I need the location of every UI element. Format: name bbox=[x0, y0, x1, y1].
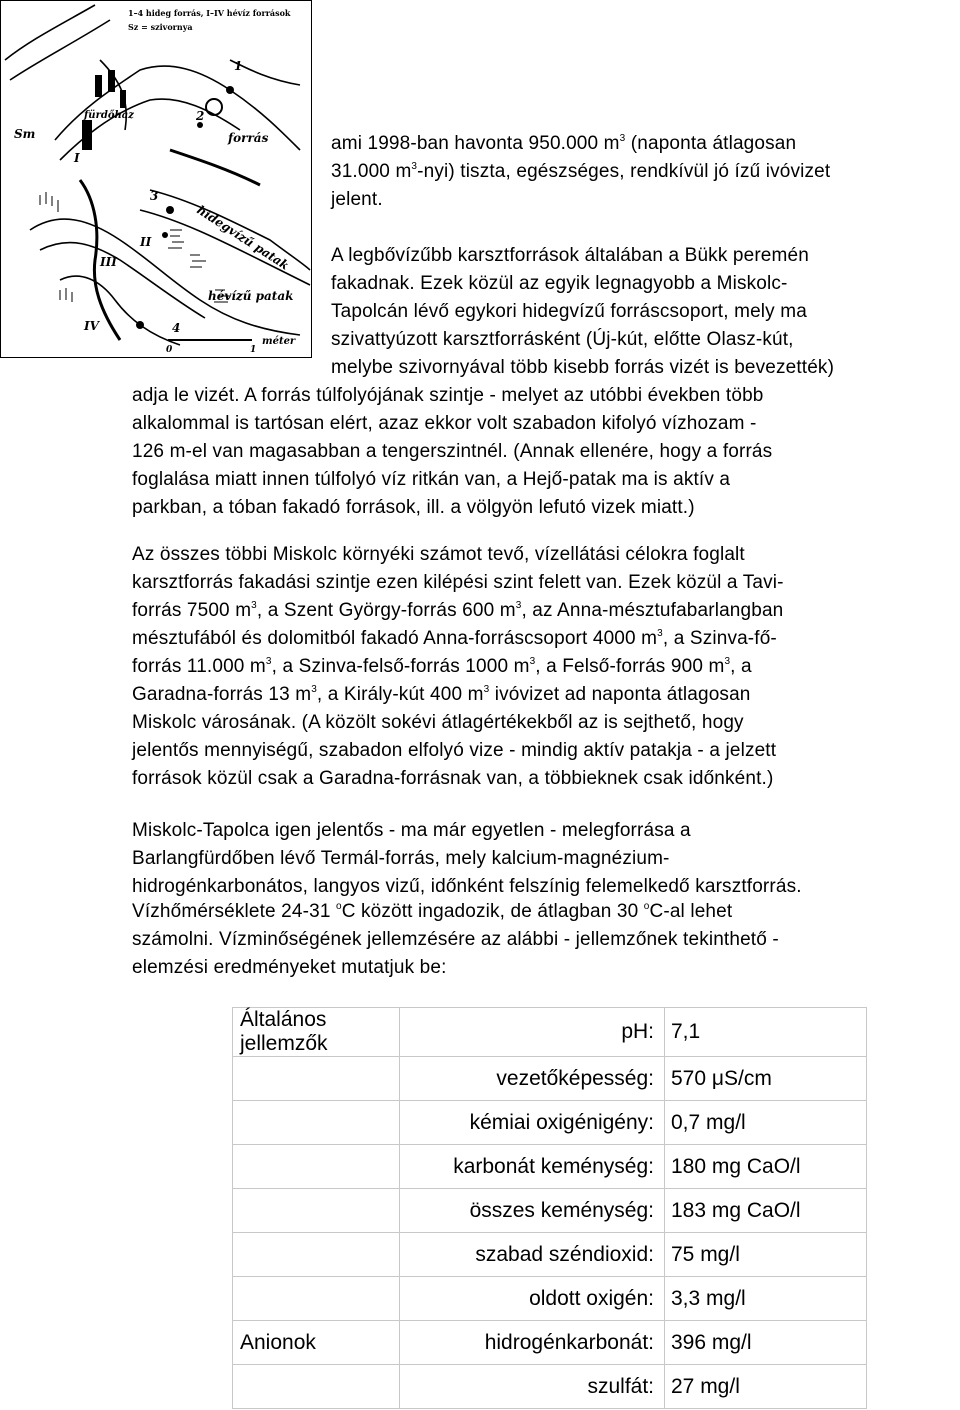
paragraph-line: Vízhőmérséklete 24-31 $^o$C között ingadozik, de átlagban 30 $^o$C-al lehet bbox=[132, 901, 733, 922]
map-label-hevizu-patak: hévízű patak bbox=[208, 289, 294, 303]
parameter-cell: hidrogénkarbonát: bbox=[400, 1321, 665, 1365]
paragraph-line: foglalása miatt innen túlfolyó víz ritkán van, a Hejő-patak ma is aktív a bbox=[132, 469, 731, 490]
value-cell: 27 mg/l bbox=[665, 1365, 867, 1409]
value-cell: 183 mg CaO/l bbox=[665, 1189, 867, 1233]
map-label-sm: Sm bbox=[14, 127, 36, 141]
category-cell bbox=[233, 1145, 400, 1189]
parameter-cell: szulfát: bbox=[400, 1365, 665, 1409]
map-label-num-1: 1 bbox=[234, 59, 243, 73]
paragraph-line: mésztufából és dolomitból fakadó Anna-forráscsoport 4000 $m^3$, a Szinva-fő- bbox=[132, 628, 777, 649]
parameter-cell: összes keménység: bbox=[400, 1189, 665, 1233]
table-row bbox=[233, 1145, 867, 1189]
paragraph-line: Az összes többi Miskolc környéki számot tevő, vízellátási célokra foglalt bbox=[132, 544, 745, 565]
map-label-forras: forrás bbox=[228, 131, 269, 145]
paragraph-line: Miskolc városának. (A közölt sokévi átlagértékekből az is sejthető, hogy bbox=[132, 712, 744, 733]
paragraph-line: alkalommal is tartósan elért, azaz ekkor volt szabadon kifolyó vízhozam - bbox=[132, 413, 757, 434]
paragraph-line: forrás 7500 $m^3$, a Szent György-forrás 600 $m^3$, az Anna-mésztufabarlangban bbox=[132, 600, 784, 621]
map-label-num-3: 3 bbox=[150, 189, 159, 203]
category-cell: Általános jellemzők bbox=[233, 1008, 400, 1057]
category-cell: Anionok bbox=[233, 1321, 400, 1365]
category-cell bbox=[233, 1365, 400, 1409]
paragraph-line: adja le vizét. A forrás túlfolyójának szintje - melyet az utóbbi években több bbox=[132, 385, 764, 406]
map-label-num-2: 2 bbox=[196, 109, 205, 123]
paragraph-line: parkban, a tóban fakadó források, ill. a völgyön lefutó vizek miatt.) bbox=[132, 497, 695, 518]
paragraph-line: jelentős mennyiségű, szabadon elfolyó vize - mindig aktív patakja - a jelzett bbox=[132, 740, 777, 761]
value-cell: 0,7 mg/l bbox=[665, 1101, 867, 1145]
intro-line-2: 31.000 $m^3-nyi$) tiszta, egészséges, rendkívül jó ízű ivóvizet bbox=[331, 161, 831, 182]
intro-line-1: ami 1998-ban havonta 950.000 $m^3$ (naponta átlagosan bbox=[331, 133, 797, 154]
map-label-furdohaz: fürdőház bbox=[84, 110, 134, 121]
table-row bbox=[233, 1057, 867, 1101]
map-scale-zero: 0 bbox=[166, 345, 173, 355]
map-legend-line-1: 1–4 hideg forrás, I–IV hévíz források bbox=[128, 8, 291, 18]
paragraph-line: Garadna-forrás 13 $m^3$, a Király-kút 400 $m^3$ ivóvizet ad naponta átlagosan bbox=[132, 684, 751, 705]
parameter-cell: karbonát keménység: bbox=[400, 1145, 665, 1189]
table-row bbox=[233, 1101, 867, 1145]
intro-line-3: jelent. bbox=[331, 189, 383, 210]
table-row bbox=[233, 1189, 867, 1233]
table-row bbox=[233, 1365, 867, 1409]
category-cell bbox=[233, 1189, 400, 1233]
map-label-roman-2: II bbox=[140, 235, 152, 249]
parameter-cell: vezetőképesség: bbox=[400, 1057, 665, 1101]
parameter-cell: kémiai oxigénigény: bbox=[400, 1101, 665, 1145]
map-scale-one: 1 bbox=[250, 345, 257, 355]
spring-map-figure bbox=[0, 0, 312, 358]
paragraph-line: Tapolcán lévő egykori hidegvízű forráscsoport, mely ma bbox=[331, 301, 807, 322]
value-cell: 570 μS/cm bbox=[665, 1057, 867, 1101]
map-label-roman-4: IV bbox=[84, 319, 99, 333]
value-cell: 180 mg CaO/l bbox=[665, 1145, 867, 1189]
map-label-roman-1: I bbox=[74, 151, 80, 165]
map-label-meter: méter bbox=[262, 336, 296, 347]
paragraph-line: források közül csak a Garadna-forrásnak van, a többieknek csak időnként.) bbox=[132, 768, 774, 789]
water-quality-table bbox=[232, 1007, 867, 1409]
paragraph-line: Barlangfürdőben lévő Termál-forrás, mely kalcium-magnézium- bbox=[132, 848, 670, 869]
category-cell bbox=[233, 1277, 400, 1321]
paragraph-line: forrás 11.000 $m^3$, a Szinva-felső-forrás 1000 $m^3$, a Felső-forrás 900 $m^3$, a bbox=[132, 656, 752, 677]
paragraph-line: szivattyúzott karsztforrásként (Új-kút, előtte Olasz-kút, bbox=[331, 329, 794, 350]
parameter-cell: oldott oxigén: bbox=[400, 1277, 665, 1321]
table-row bbox=[233, 1233, 867, 1277]
paragraph-line: Miskolc-Tapolca igen jelentős - ma már egyetlen - melegforrása a bbox=[132, 820, 691, 841]
map-label-roman-3: III bbox=[100, 255, 117, 269]
paragraph-line: fakadnak. Ezek közül az egyik legnagyobb a Miskolc- bbox=[331, 273, 788, 294]
paragraph-line: számolni. Vízminőségének jellemzésére az alábbi - jellemzőnek tekinthető - bbox=[132, 929, 779, 950]
parameter-cell: pH: bbox=[400, 1008, 665, 1057]
map-label-num-4: 4 bbox=[172, 321, 181, 335]
paragraph-line: 126 m-el van magasabban a tengerszintnél. (Annak ellenére, hogy a forrás bbox=[132, 441, 773, 462]
value-cell: 396 mg/l bbox=[665, 1321, 867, 1365]
value-cell: 3,3 mg/l bbox=[665, 1277, 867, 1321]
table-row bbox=[233, 1008, 867, 1057]
category-cell bbox=[233, 1233, 400, 1277]
map-legend-line-2: Sz = szivornya bbox=[128, 22, 193, 32]
paragraph-line: melybe szivornyával több kisebb forrás vizét is bevezették) bbox=[331, 357, 835, 378]
paragraph-line: elemzési eredményeket mutatjuk be: bbox=[132, 957, 447, 978]
paragraph-line: hidrogénkarbonátos, langyos vizű, időnként felszínig felemelkedő karsztforrás. bbox=[132, 876, 802, 897]
parameter-cell: szabad széndioxid: bbox=[400, 1233, 665, 1277]
category-cell bbox=[233, 1057, 400, 1101]
paragraph-line: karsztforrás fakadási szintje ezen kilépési szint felett van. Ezek közül a Tavi- bbox=[132, 572, 784, 593]
category-cell bbox=[233, 1101, 400, 1145]
paragraph-line: A legbővízűbb karsztforrások általában a Bükk peremén bbox=[331, 245, 809, 266]
value-cell: 75 mg/l bbox=[665, 1233, 867, 1277]
table-row bbox=[233, 1277, 867, 1321]
value-cell: 7,1 bbox=[665, 1008, 867, 1057]
table-row bbox=[233, 1321, 867, 1365]
map-label-hidegvizu-patak: hidegvízű patak bbox=[194, 202, 292, 273]
